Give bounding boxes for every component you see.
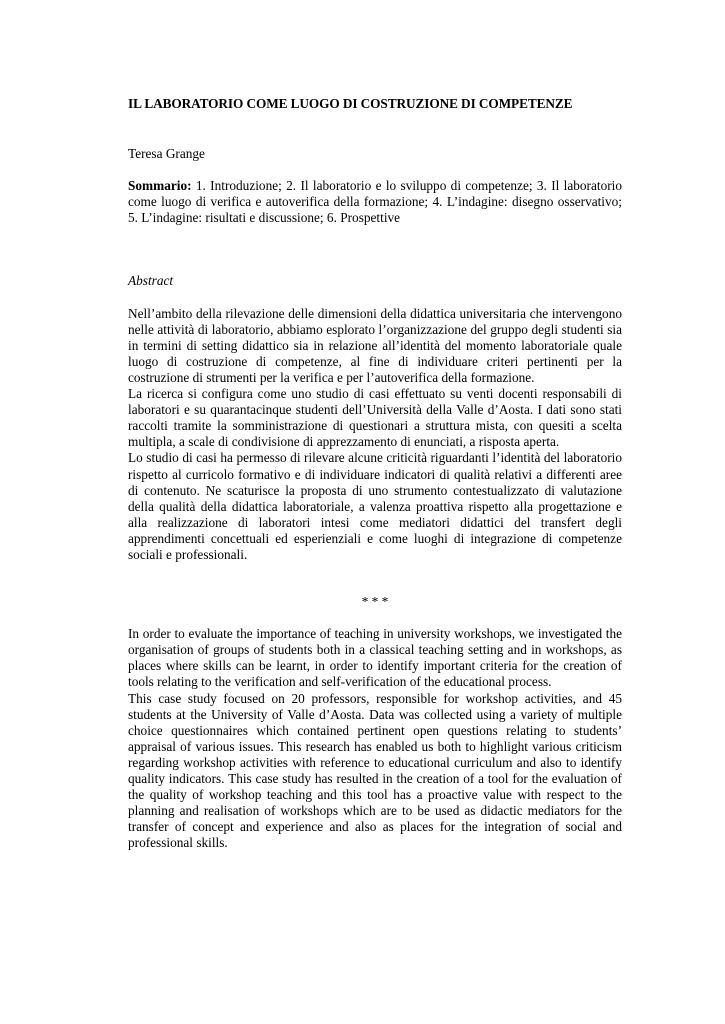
- abstract-it-paragraph: La ricerca si configura come uno studio di casi effettuato su venti docenti responsabili di laboratori e su quarantacinque studenti dell’Università della Valle d’Aosta. I dati sono stati raccolti tramite la somministrazione di questionari a struttura mista, con quesiti a scelta multipla, a scale di condivisione di apprezzamento di enunciati, a risposta aperta.: [128, 386, 622, 450]
- abstract-english: [128, 626, 622, 851]
- author-name: Teresa Grange: [128, 146, 205, 162]
- abstract-it-paragraph: Nell’ambito della rilevazione delle dimensioni della didattica universitaria che intervengono nelle attività di laboratorio, abbiamo esplorato l’organizzazione del gruppo degli studenti sia in termini di setting didattico sia in relazione all’identità del momento laboratoriale quale luogo di costruzione di competenze, al fine di individuare criteri pertinenti per la costruzione di strumenti per la verifica e per l’autoverifica della formazione.: [128, 305, 622, 385]
- document-page: [128, 96, 622, 851]
- summary-label: Sommario:: [128, 178, 192, 194]
- abstract-en-paragraph: This case study focused on 20 professors, responsible for workshop activities, and 45 students at the University of Valle d’Aosta. Data was collected using a variety of multiple choice questionnaires which contained pertinent open questions relating to students’ appraisal of various issues. This research has enabled us both to highlight various criticism regarding workshop activities with reference to educational curriculum and also to identify quality indicators. This case study has resulted in the creation of a tool for the evaluation of the quality of workshop teaching and this tool has a proactive value with respect to the planning and realisation of workshops which are to be used as didactic mediators for the transfer of concept and experience and also as places for the integration of social and professional skills.: [128, 690, 622, 851]
- abstract-en-paragraph: In order to evaluate the importance of teaching in university workshops, we investigated the organisation of groups of students both in a classical teaching setting and in workshops, as places where skills can be learnt, in order to identify important criteria for the creation of tools relating to the verification and self-verification of the educational process.: [128, 626, 622, 690]
- summary: [128, 178, 622, 226]
- section-separator: * * *: [361, 594, 389, 610]
- summary-text: 1. Introduzione; 2. Il laboratorio e lo sviluppo di competenze; 3. Il laboratorio come luogo di verifica e autoverifica della formazione; 4. L’indagine: disegno osservativo; 5. L’indagine: risultati e discussione; 6. Prospettive: [128, 178, 622, 226]
- abstract-italian: [128, 306, 622, 564]
- abstract-it-paragraph: Lo studio di casi ha permesso di rilevare alcune criticità riguardanti l’identità del laboratorio rispetto al curricolo formativo e di individuare indicatori di qualità relativi a differenti aree di contenuto. Ne scaturisce la proposta di uno strumento contestualizzato di valutazione della qualità della didattica laboratoriale, a valenza proattiva rispetto alla progettazione e alla realizzazione di laboratori intesi come mediatori didattici del transfert degli apprendimenti concettuali ed esperienziali e come luoghi di integrazione di competenze sociali e professionali.: [128, 450, 622, 562]
- abstract-heading: Abstract: [128, 273, 174, 289]
- paper-title: IL LABORATORIO COME LUOGO DI COSTRUZIONE DI COMPETENZE: [128, 96, 573, 111]
